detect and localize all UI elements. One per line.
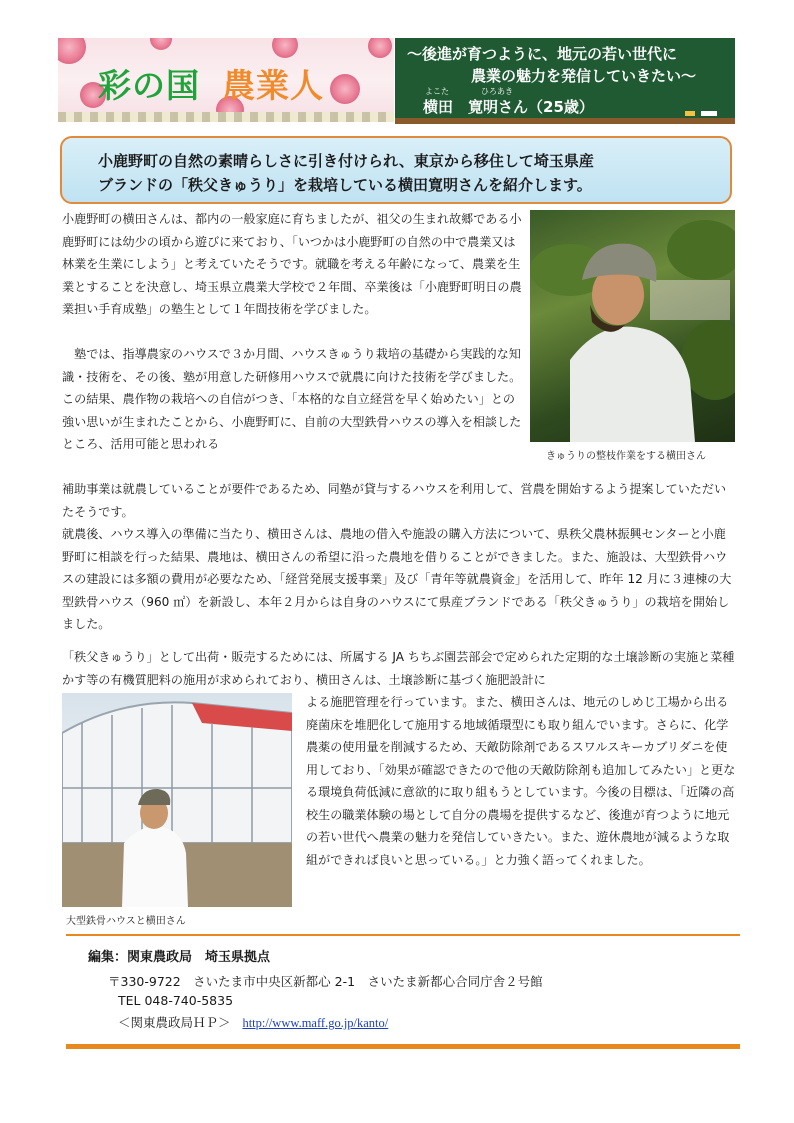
footer-rule-bottom (66, 1044, 740, 1049)
name-reading-given: ひろあき (481, 87, 513, 96)
plum-blossom-icon (368, 38, 392, 58)
tagline-line-2: 農業の魅力を発信していきたい～ (471, 67, 697, 85)
chalk-icon (701, 111, 717, 116)
article-paragraph-2: 塾では、指導農家のハウスで３か月間、ハウスきゅうり栽培の基礎から実践的な知識・技術を、その後、塾が用意した研修用ハウスで就農に向けた技術を学びました。この結果、農作物の栽培への自信がつき、「本格的な自立経営を早く始めたい」との強い思いが生まれたことから、小鹿野町に、自前の大型鉄骨ハウスの導入を相談したところ、活用可能と思われる (62, 347, 522, 451)
photo-caption-1: きゅうりの整枝作業をする横田さん (546, 451, 706, 462)
footer-editor: 編集：関東農政局 埼玉県拠点 (88, 950, 271, 965)
article-paragraph-1: 小鹿野町の横田さんは、都内の一般家庭に育ちましたが、祖父の生まれ故郷である小鹿野町には幼少の頃から遊びに来ており、「いつかは小鹿野町の自然の中で農業又は林業を生業にしよう」と考えていたそうです。就職を考える年齢になって、農業を生業とすることを決意し、埼玉県立農業大学校で２年間、卒業後は「小鹿野町明日の農業担い手育成塾」の塾生として１年間技術を学びました。 (62, 212, 522, 316)
plum-blossom-icon (330, 74, 360, 104)
article-paragraph-4-cont: よる施肥管理を行っています。また、横田さんは、地元のしめじ工場から出る廃菌床を堆肥化して施用する地域循環型にも取り組んでいます。さらに、化学農薬の使用量を削減するため、天敵防除剤であるスワルスキーカブリダニを使用しており、「効果が確認できたので他の天敵防除剤も追加してみたい」と更なる環境負荷低減に意欲的に取り組もうとしています。今後の目標は、「近隣の高校生の職業体験の場として自分の農場を提供するなど、後進が育つように地元の若い世代へ農業の魅力を発信していきたい。また、遊休農地が減るような取組ができれば良いと思っている。」と力強く語ってくれました。 (306, 695, 736, 867)
plum-blossom-icon (272, 38, 298, 58)
plum-blossom-icon (58, 38, 86, 64)
banner-title-prefecture: 彩の国 (98, 66, 200, 105)
footer-tel: TEL 048-740-5835 (118, 993, 234, 1008)
chalk-icon (685, 111, 695, 116)
chalkboard (395, 38, 735, 124)
footer-address: 〒330-9722 さいたま市中央区新都心 2-1 さいたま新都心合同庁舎２号館 (108, 974, 543, 989)
profile-name: 横田 寛明さん（25歳） (423, 98, 594, 116)
article-paragraph-2-cont: 補助事業は就農していることが要件であるため、同塾が貸与するハウスを利用して、営農を開始するよう提案していただいたそうです。 (62, 482, 727, 519)
article-paragraph-4: 「秩父きゅうり」として出荷・販売するためには、所属する JA ちちぶ園芸部会で定められた定期的な土壌診断の実施と菜種かす等の有機質肥料の施用が求められており、横田さんは、土壌診断に基づく施肥設計に (62, 650, 735, 687)
title-banner (58, 38, 394, 122)
checker-border (58, 112, 394, 122)
footer-homepage (118, 1013, 388, 1031)
article-paragraph-3: 就農後、ハウス導入の準備に当たり、横田さんは、農地の借入や施設の購入方法について、県秩父農林振興センターと小鹿野町に相談を行った結果、農地は、横田さんの希望に沿った農地を借りることができました。また、施設は、大型鉄骨ハウスの建設には多額の費用が必要なため、「経営発展支援事業」及び「青年等就農資金」を活用して、昨年 12 月に３連棟の大型鉄骨ハウス（960 ㎡）を新設し、本年２月からは自身のハウスにて県産ブランドである「秩父きゅうり」の栽培を開始しました。 (62, 527, 732, 631)
footer-homepage-label: ＜関東農政局ＨＰ＞ (118, 1015, 231, 1030)
tagline-line-1: ～後進が育つように、地元の若い世代に (407, 45, 678, 63)
photo-caption-2: 大型鉄骨ハウスと横田さん (66, 916, 186, 927)
name-reading-family: よこた (425, 87, 449, 96)
banner-title (98, 60, 324, 107)
footer-rule-top (66, 934, 740, 936)
lead-line-1: 小鹿野町の自然の素晴らしさに引き付けられ、東京から移住して埼玉県産 (98, 152, 594, 170)
lead-line-2: ブランドの「秩父きゅうり」を栽培している横田寛明さんを紹介します。 (98, 176, 592, 194)
photo-greenhouse (62, 693, 292, 907)
lead-box (60, 136, 732, 204)
photo-cucumber-pruning (530, 210, 735, 442)
banner-title-farmer: 農業人 (222, 66, 324, 105)
footer-homepage-link[interactable]: http://www.maff.go.jp/kanto/ (242, 1016, 389, 1030)
plum-blossom-icon (150, 38, 172, 50)
